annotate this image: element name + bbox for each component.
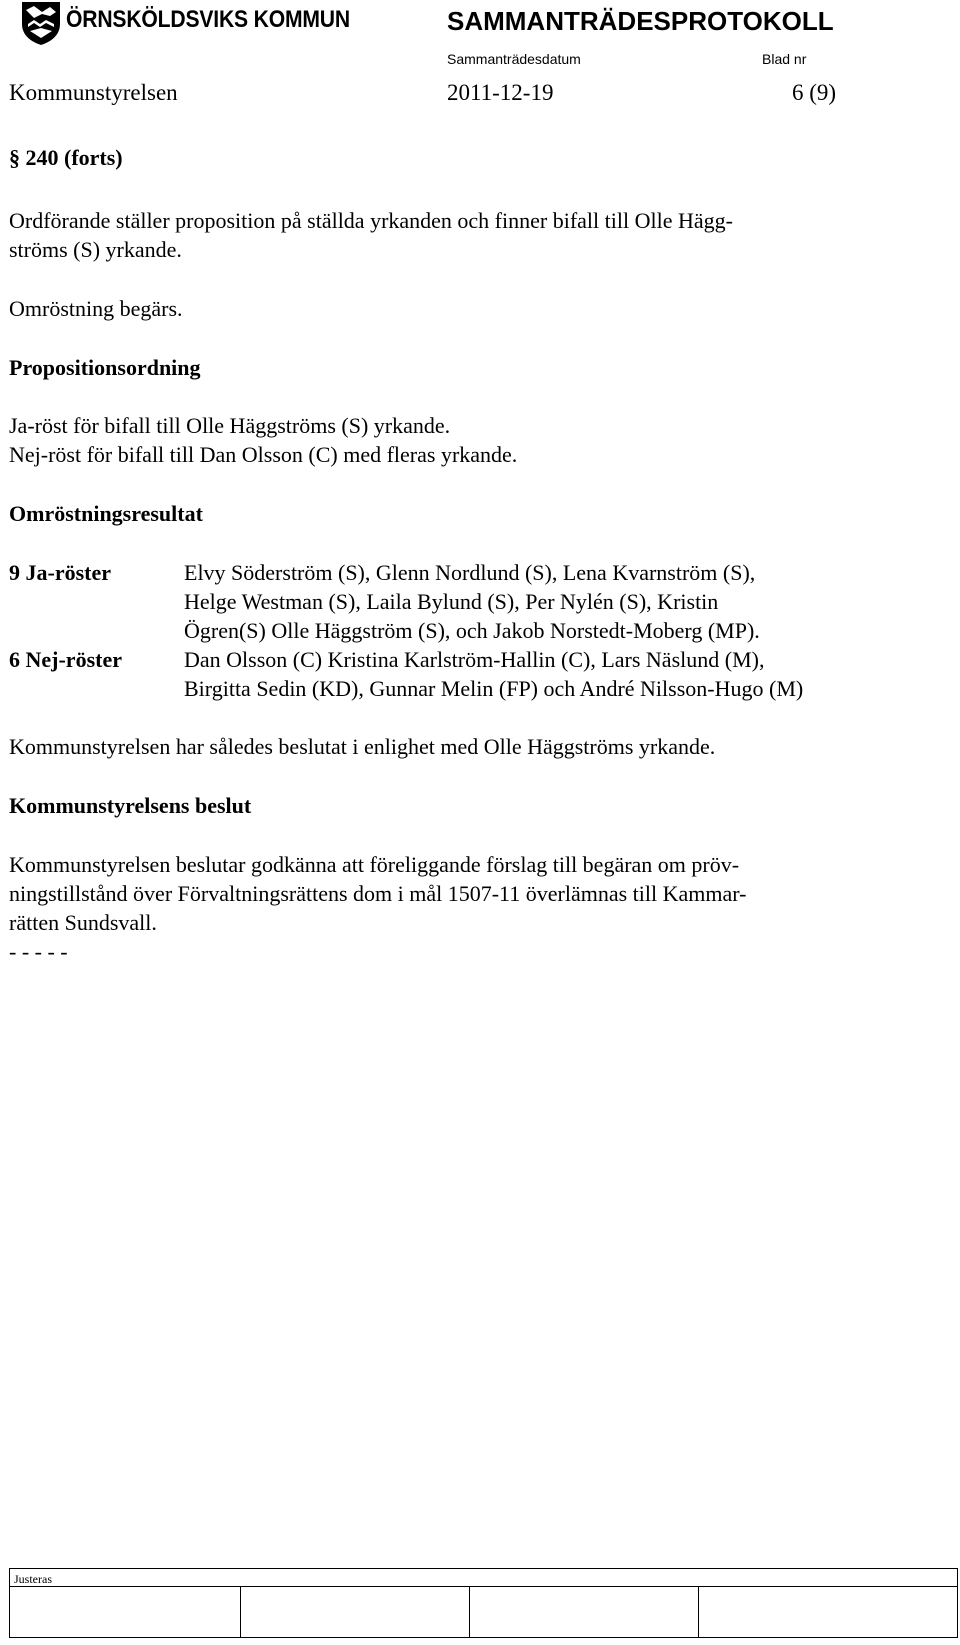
meeting-date: 2011-12-19 bbox=[447, 80, 554, 105]
text-line: rätten Sundsvall. bbox=[9, 910, 157, 935]
page-number: 6 (9) bbox=[792, 80, 837, 105]
page-label: Blad nr bbox=[762, 51, 807, 67]
text-line: Kommunstyrelsen har således beslutat i enlighet med Olle Häggströms yrkande. bbox=[9, 734, 716, 759]
section-heading-omrostningsresultat: Omröstningsresultat bbox=[9, 501, 203, 526]
section-heading-propositionsordning: Propositionsordning bbox=[9, 355, 201, 380]
date-label: Sammanträdesdatum bbox=[447, 51, 581, 67]
vote-names-nej: Birgitta Sedin (KD), Gunnar Melin (FP) och André Nilsson-Hugo (M) bbox=[184, 676, 804, 701]
signature-table bbox=[9, 1568, 958, 1638]
text-line: Omröstning begärs. bbox=[9, 296, 183, 321]
signature-cell bbox=[470, 1587, 699, 1638]
vote-label-nej: 6 Nej-röster bbox=[9, 647, 122, 672]
text-line: Ordförande ställer proposition på ställda yrkanden och finner bifall till Olle Hägg- bbox=[9, 208, 733, 233]
body-name: Kommunstyrelsen bbox=[9, 80, 178, 105]
justeras-label: Justeras bbox=[14, 1572, 52, 1586]
text-line: ningstillstånd över Förvaltningsrättens dom i mål 1507-11 överlämnas till Kammar- bbox=[9, 881, 747, 906]
signature-cell bbox=[699, 1587, 958, 1638]
vote-names-ja: Helge Westman (S), Laila Bylund (S), Per Nylén (S), Kristin bbox=[184, 589, 719, 614]
kommun-logo-icon bbox=[20, 0, 62, 46]
text-line: Kommunstyrelsen beslutar godkänna att föreliggande förslag till begäran om pröv- bbox=[9, 852, 740, 877]
vote-names-ja: Ögren(S) Olle Häggström (S), och Jakob Norstedt-Moberg (MP). bbox=[184, 618, 760, 643]
document-type: SAMMANTRÄDESPROTOKOLL bbox=[447, 6, 834, 36]
vote-names-ja: Elvy Söderström (S), Glenn Nordlund (S), Lena Kvarnström (S), bbox=[184, 560, 756, 585]
text-line: ströms (S) yrkande. bbox=[9, 237, 182, 262]
signature-header-cell bbox=[10, 1569, 958, 1587]
vote-names-nej: Dan Olsson (C) Kristina Karlström-Hallin (C), Lars Näslund (M), bbox=[184, 647, 765, 672]
section-end-marker: - - - - - bbox=[9, 939, 68, 964]
org-name: ÖRNSKÖLDSVIKS KOMMUN bbox=[66, 6, 350, 33]
section-heading-beslut: Kommunstyrelsens beslut bbox=[9, 793, 252, 818]
signature-cell bbox=[10, 1587, 241, 1638]
paragraph-title: § 240 (forts) bbox=[9, 145, 123, 170]
text-line: Ja-röst för bifall till Olle Häggströms (S) yrkande. bbox=[9, 413, 451, 438]
vote-label-ja: 9 Ja-röster bbox=[9, 560, 112, 585]
text-line: Nej-röst för bifall till Dan Olsson (C) med fleras yrkande. bbox=[9, 442, 518, 467]
signature-cell bbox=[241, 1587, 470, 1638]
